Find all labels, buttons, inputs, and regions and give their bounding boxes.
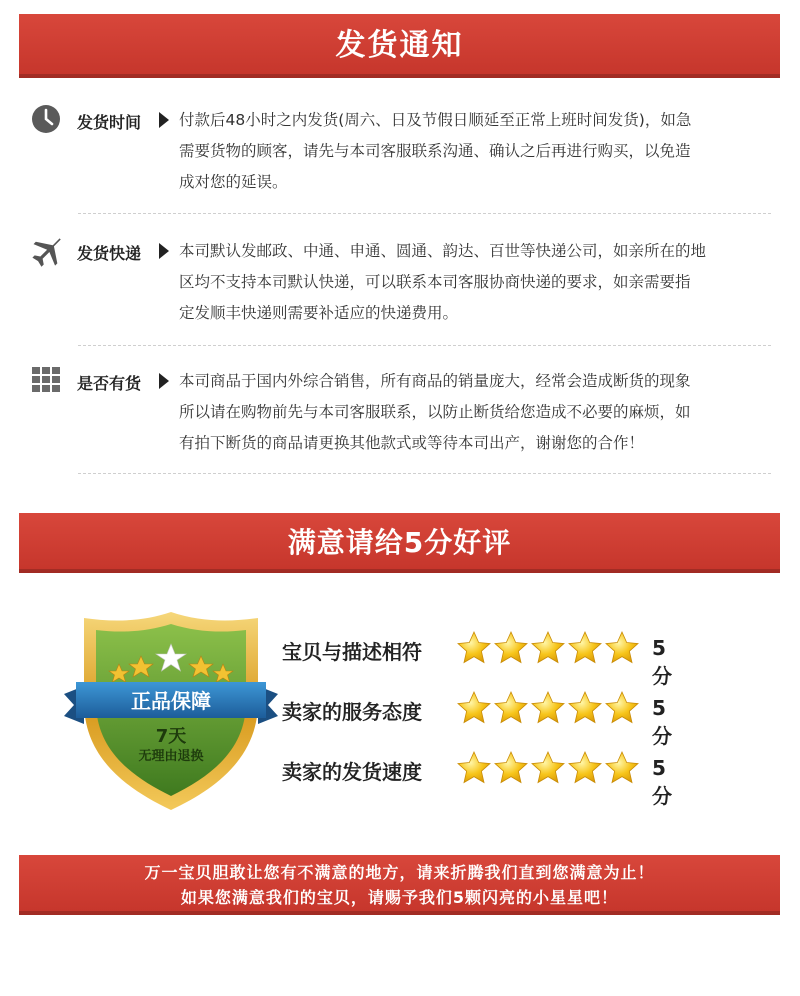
star-icon	[456, 750, 492, 786]
shipping-time-text: 付款后48小时之内发货(周六、日及节假日顺延至正常上班时间发货)，如急 需要货物的顾客，请先与本司客服联系沟通、确认之后再进行购买，以免造 成对您的延误。	[179, 111, 692, 191]
star-icon	[493, 690, 529, 726]
shipping-time-label: 发货时间	[77, 113, 142, 132]
star-icon	[604, 630, 640, 666]
star-icon	[567, 750, 603, 786]
rating-score: 5分	[652, 636, 672, 688]
guarantee-badge	[62, 606, 280, 816]
star-icon	[456, 630, 492, 666]
rating-title: 满意请给5分好评	[287, 526, 512, 559]
badge-days-text: 7天	[155, 726, 187, 747]
star-icon	[604, 690, 640, 726]
star-rating	[456, 690, 641, 726]
star-icon	[604, 750, 640, 786]
rating-banner	[19, 513, 780, 573]
star-icon	[493, 750, 529, 786]
star-icon	[493, 630, 529, 666]
stock-row	[25, 363, 775, 459]
arrow-right-icon	[159, 243, 169, 259]
badge-subtitle-text: 无理由退换	[138, 749, 204, 764]
footer-line-2: 如果您满意我们的宝贝，请赐予我们5颗闪亮的小星星吧！	[180, 888, 619, 907]
rating-label: 卖家的发货速度	[282, 760, 422, 784]
shipping-courier-text: 本司默认发邮政、中通、申通、圆通、韵达、百世等快递公司，如亲所在的地 区均不支持本司默认快递，可以联系本司客服协商快递的要求，如亲需要指 定发顺丰快递则需要补适应的快递费用。	[179, 242, 707, 322]
footer-banner	[19, 855, 780, 915]
stock-label: 是否有货	[77, 374, 142, 393]
shipping-courier-label: 发货快递	[77, 244, 142, 263]
grid-icon	[31, 365, 61, 395]
stock-text: 本司商品于国内外综合销售，所有商品的销量庞大，经常会造成断货的现象 所以请在购物前先与本司客服联系，以防止断货给您造成不必要的麻烦，如 有拍下断货的商品请更换其他款式或等待本司出产，谢谢您的合作！	[179, 372, 691, 452]
airplane-icon	[29, 235, 63, 269]
badge-ribbon-text: 正品保障	[131, 689, 211, 713]
footer-line-1: 万一宝贝胆敢让您有不满意的地方，请来折腾我们直到您满意为止！	[144, 863, 655, 882]
divider	[78, 213, 771, 214]
star-icon	[530, 690, 566, 726]
divider	[78, 345, 771, 346]
rating-score: 5分	[652, 756, 672, 808]
rating-label: 卖家的服务态度	[282, 700, 422, 724]
star-icon	[456, 690, 492, 726]
star-icon	[530, 750, 566, 786]
rating-label: 宝贝与描述相符	[282, 640, 422, 664]
divider	[78, 473, 771, 474]
star-icon	[530, 630, 566, 666]
star-rating	[456, 750, 641, 786]
arrow-right-icon	[159, 112, 169, 128]
shipping-courier-row	[25, 233, 775, 329]
rating-score: 5分	[652, 696, 672, 748]
star-rating	[456, 630, 641, 666]
clock-icon	[31, 104, 61, 134]
shipping-notice-title: 发货通知	[335, 28, 464, 63]
shipping-time-row	[25, 102, 775, 198]
arrow-right-icon	[159, 373, 169, 389]
shipping-notice-banner	[19, 14, 780, 78]
star-icon	[567, 690, 603, 726]
star-icon	[567, 630, 603, 666]
